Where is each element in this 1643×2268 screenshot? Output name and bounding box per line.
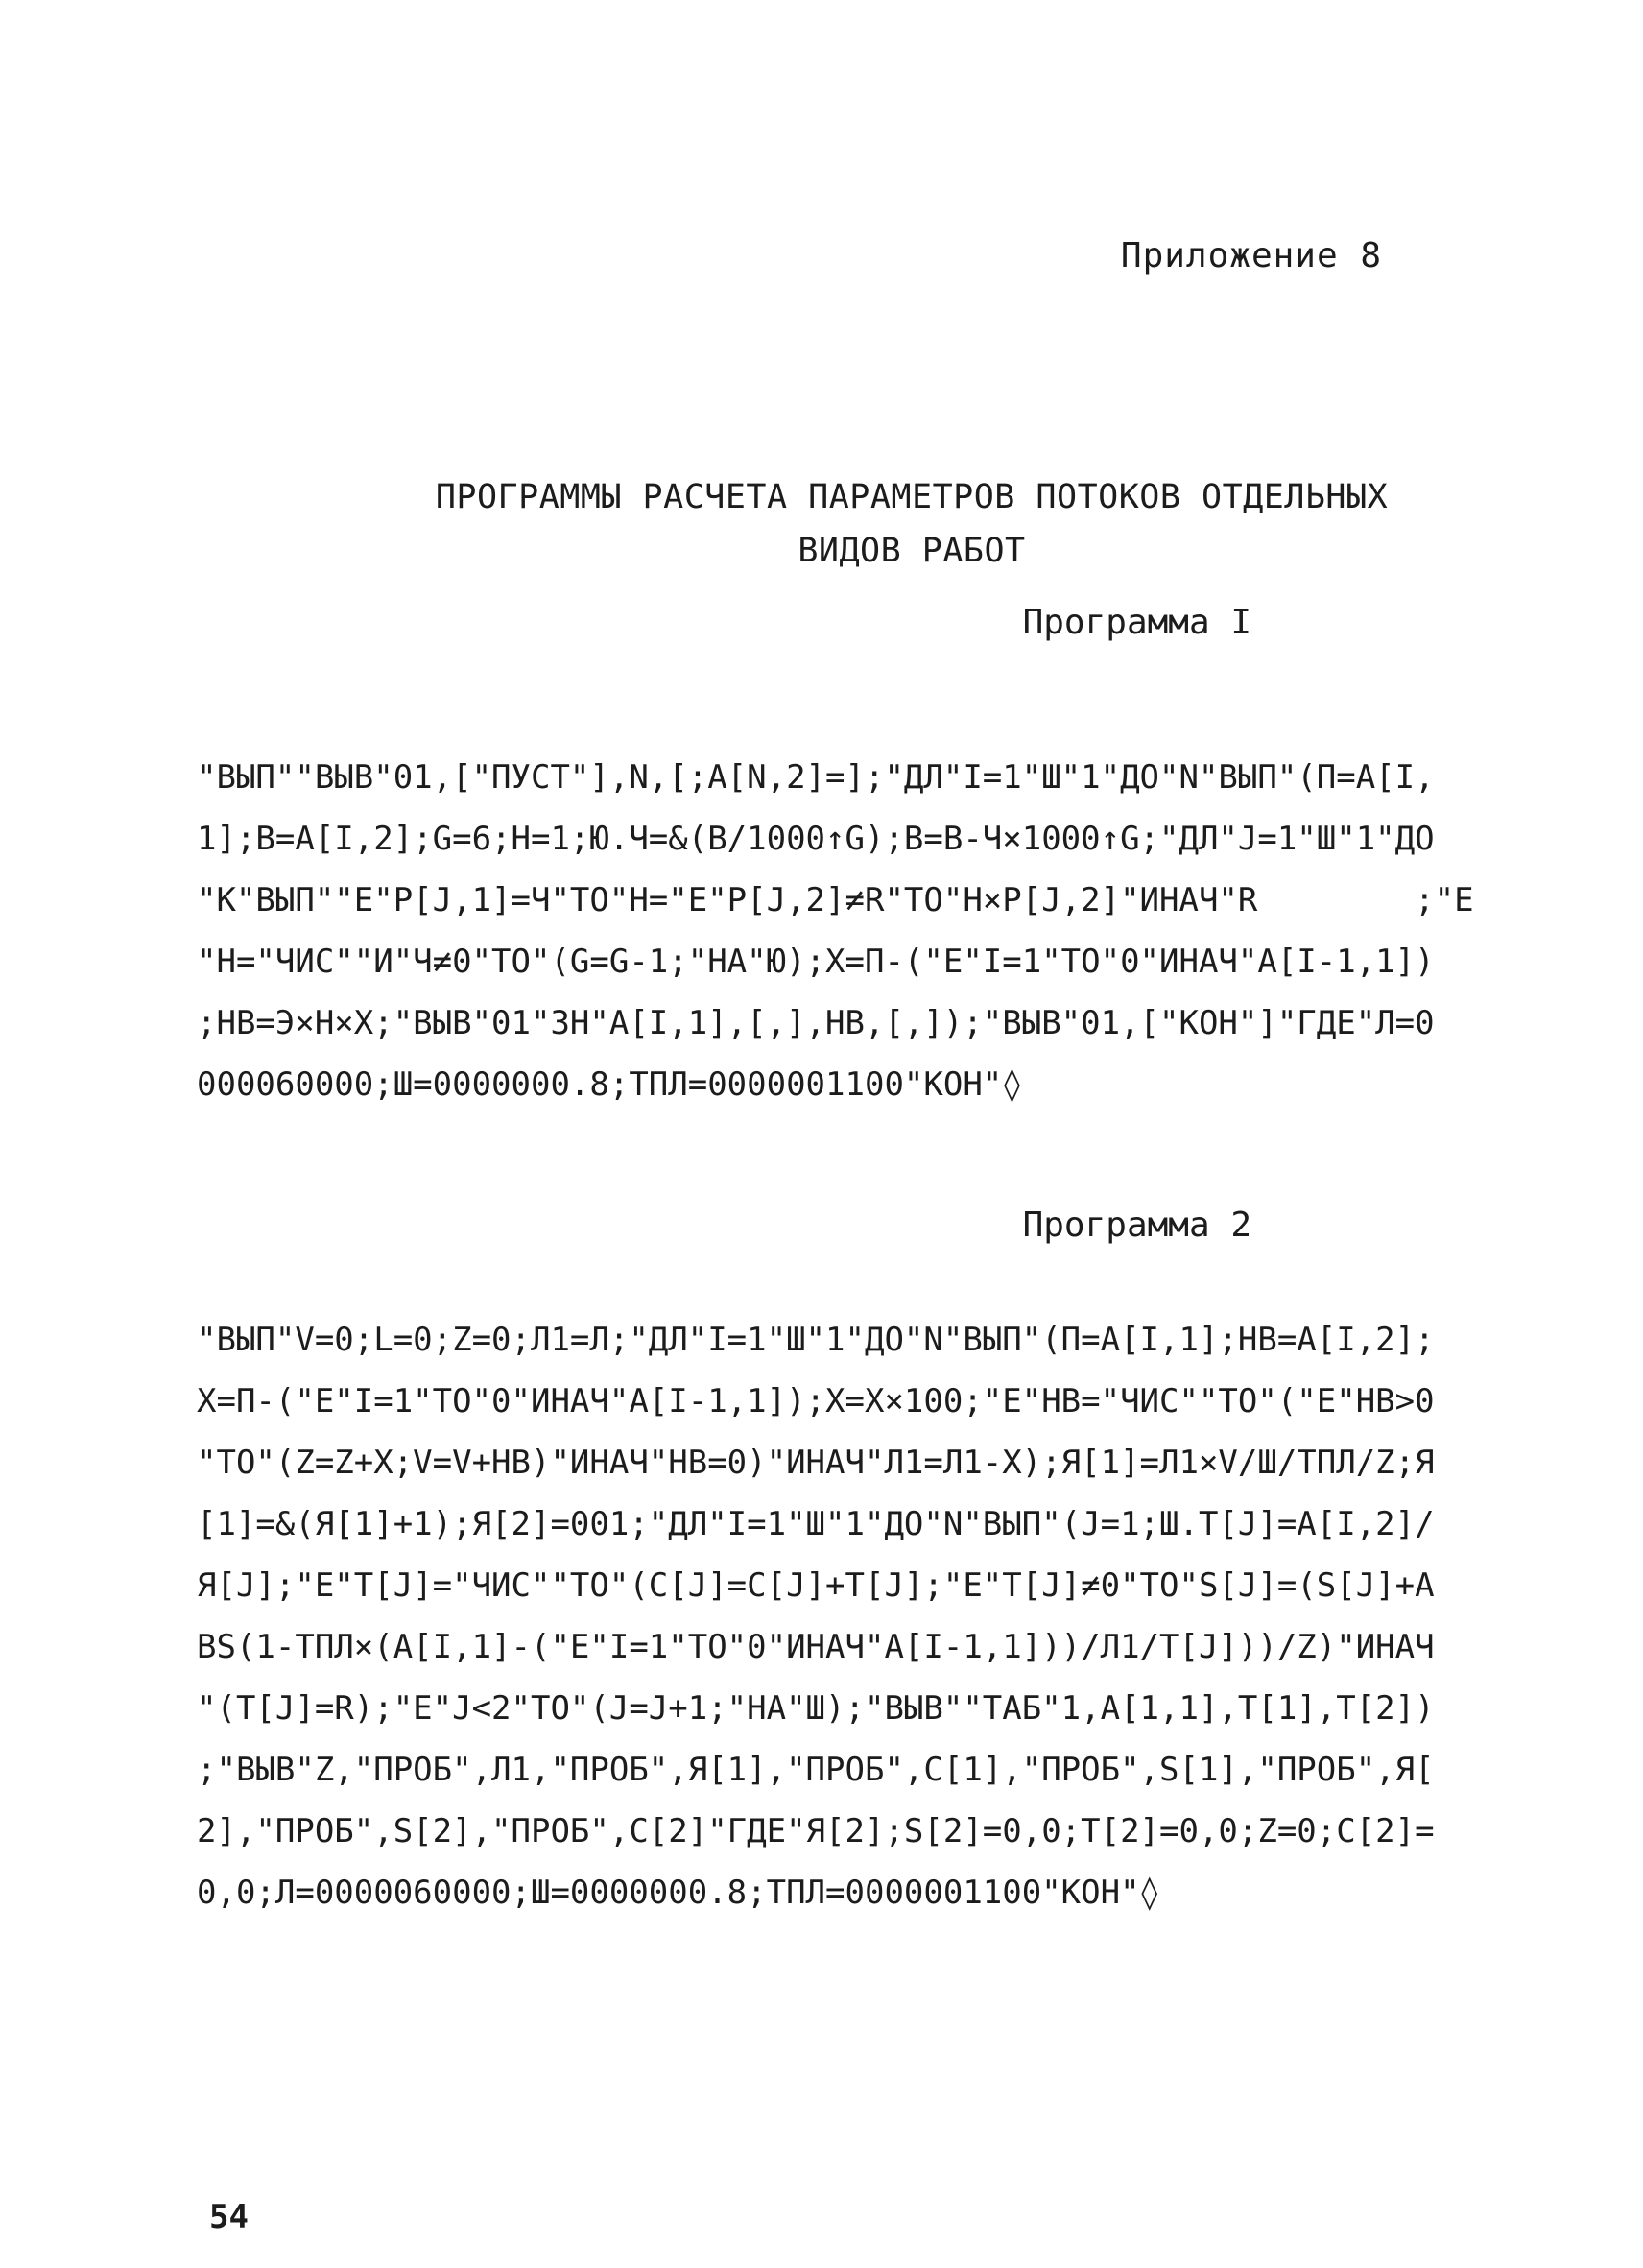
code-line: "Н="ЧИС""И"Ч≠0"ТО"(G=G-1;"НА"Ю);X=П-("Е"I=1"ТО"0"ИНАЧ"A[I-1,1]) (197, 943, 1435, 981)
program-2-code (197, 1309, 1435, 1923)
code-line: "ВЫП"V=0;L=0;Z=0;Л1=Л;"ДЛ"I=1"Ш"1"ДО"N"ВЫП"(П=A[I,1];НВ=A[I,2]; (197, 1321, 1435, 1359)
code-line: ;"ВЫВ"Z,"ПРОБ",Л1,"ПРОБ",Я[1],"ПРОБ",C[1],"ПРОБ",S[1],"ПРОБ",Я[ (197, 1751, 1435, 1789)
code-line: [1]=&(Я[1]+1);Я[2]=001;"ДЛ"I=1"Ш"1"ДО"N"ВЫП"(J=1;Ш.T[J]=A[I,2]/ (197, 1505, 1435, 1543)
document-title (422, 470, 1401, 578)
title-line-2: ВИДОВ РАБОТ (798, 532, 1026, 570)
code-line: 000060000;Ш=0000000.8;ТПЛ=0000001100"КОН"◊ (197, 1065, 1022, 1104)
code-line: "К"ВЫП""Е"P[J,1]=Ч"ТО"Н="Е"P[J,2]≠R"ТО"Н×P[J,2]"ИНАЧ"R ;"Е (197, 881, 1474, 919)
code-line: 0,0;Л=0000060000;Ш=0000000.8;ТПЛ=0000001100"КОН"◊ (197, 1874, 1160, 1912)
code-line: BS(1-ТПЛ×(A[I,1]-("Е"I=1"ТО"0"ИНАЧ"A[I-1,1]))/Л1/T[J]))/Z)"ИНАЧ (197, 1628, 1435, 1666)
page-number: 54 (209, 2198, 249, 2236)
appendix-label: Приложение 8 (1120, 236, 1382, 275)
program-1-heading: Программа I (1022, 603, 1251, 642)
code-line: "ТО"(Z=Z+X;V=V+НВ)"ИНАЧ"НВ=0)"ИНАЧ"Л1=Л1-X);Я[1]=Л1×V/Ш/ТПЛ/Z;Я (197, 1444, 1435, 1482)
code-line: "ВЫП""ВЫВ"01,["ПУСТ"],N,[;A[N,2]=];"ДЛ"I=1"Ш"1"ДО"N"ВЫП"(П=A[I, (197, 758, 1435, 797)
code-line: 2],"ПРОБ",S[2],"ПРОБ",C[2]"ГДЕ"Я[2];S[2]=0,0;T[2]=0,0;Z=0;C[2]= (197, 1812, 1435, 1850)
code-line: X=П-("Е"I=1"ТО"0"ИНАЧ"A[I-1,1]);X=X×100;"Е"НВ="ЧИС""ТО"("Е"НВ>0 (197, 1382, 1435, 1420)
code-line: "(T[J]=R);"Е"J<2"ТО"(J=J+1;"НА"Ш);"ВЫВ""ТАБ"1,A[1,1],T[1],T[2]) (197, 1689, 1435, 1728)
program-2-heading: Программа 2 (1022, 1206, 1251, 1245)
title-line-1: ПРОГРАММЫ РАСЧЕТА ПАРАМЕТРОВ ПОТОКОВ ОТДЕЛЬНЫХ (435, 478, 1389, 516)
program-1-code (197, 747, 1474, 1115)
code-line: Я[J];"Е"T[J]="ЧИС""ТО"(C[J]=C[J]+T[J];"Е"T[J]≠0"ТО"S[J]=(S[J]+A (197, 1566, 1435, 1605)
code-line: 1];B=A[I,2];G=6;H=1;Ю.Ч=&(B/1000↑G);B=B-Ч×1000↑G;"ДЛ"J=1"Ш"1"ДО (197, 820, 1435, 858)
code-line: ;НВ=Э×Н×X;"ВЫВ"01"ЗН"A[I,1],[,],НВ,[,]);"ВЫВ"01,["КОН"]"ГДЕ"Л=0 (197, 1004, 1435, 1042)
